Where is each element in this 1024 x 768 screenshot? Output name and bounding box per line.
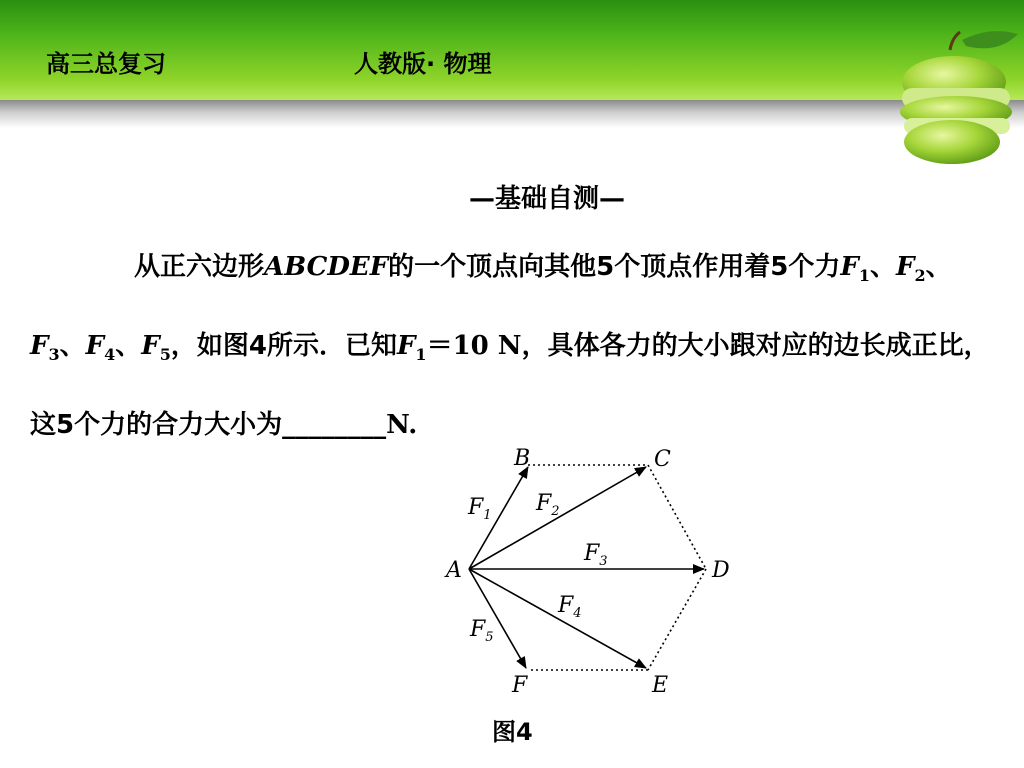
hexagon-force-diagram [440, 440, 740, 710]
vertex-e: E [652, 673, 669, 698]
given-value: ＝10 N [426, 331, 522, 362]
label-f1 [467, 495, 492, 523]
force-f1-given: F [396, 331, 416, 362]
header-shadow [0, 100, 1024, 128]
label-f5-sub: 5 [485, 630, 494, 645]
question-text [30, 232, 1005, 460]
answer-blank: ________ [282, 410, 387, 441]
sep: 、 [59, 331, 86, 362]
sub-3: 3 [48, 345, 60, 365]
figure-caption: 图4 [492, 718, 533, 746]
vertex-f: F [512, 673, 528, 698]
sep: 、 [115, 331, 142, 362]
vertex-c: C [654, 447, 671, 472]
hexagon-outline [528, 465, 706, 670]
sep: 、 [925, 252, 952, 282]
sub-2: 2 [914, 266, 926, 286]
sub-5: 5 [159, 345, 171, 365]
vertex-d: D [712, 558, 730, 583]
force-f1: F [840, 252, 859, 282]
unit-text: N. [386, 410, 418, 441]
sub-1-given: 1 [415, 345, 427, 365]
label-f5-letter: F [470, 617, 486, 642]
label-f4-sub: 4 [573, 606, 582, 621]
course-title: 高三总复习 [46, 50, 166, 78]
vertex-b: B [514, 446, 531, 471]
label-f1-letter: F [468, 495, 484, 520]
q-text-3: ，如图4所示．已知 [170, 331, 397, 362]
arrow-f4 [469, 569, 646, 668]
label-f3-sub: 3 [599, 554, 608, 569]
label-f3 [583, 541, 608, 569]
sub-4: 4 [104, 345, 116, 365]
q-text-4: ，具体各力的大小跟对应的边长成正比，这5个力的合力大小为 [30, 331, 990, 441]
force-f4: F [85, 331, 105, 362]
force-f3: F [30, 331, 49, 362]
vertex-a: A [446, 558, 462, 583]
label-f4-letter: F [558, 593, 574, 618]
section-title: —基础自测— [468, 184, 625, 214]
q-text-2: 的一个顶点向其他5个顶点作用着5个力 [388, 252, 841, 282]
sub-1: 1 [858, 266, 870, 286]
label-f2-sub: 2 [551, 504, 560, 519]
label-f2-letter: F [536, 491, 552, 516]
hexagon-label: ABCDEF [264, 252, 389, 282]
label-f5 [469, 617, 494, 645]
force-f2: F [895, 252, 915, 282]
label-f4 [557, 593, 582, 621]
q-text-1: 从正六边形 [134, 252, 265, 282]
subject-title: 人教版· 物理 [354, 50, 492, 78]
sep: 、 [869, 252, 896, 282]
label-f2 [535, 491, 560, 519]
apple-logo-icon [890, 28, 1024, 168]
force-f5: F [141, 331, 160, 362]
label-f3-letter: F [584, 541, 600, 566]
label-f1-sub: 1 [483, 508, 492, 523]
